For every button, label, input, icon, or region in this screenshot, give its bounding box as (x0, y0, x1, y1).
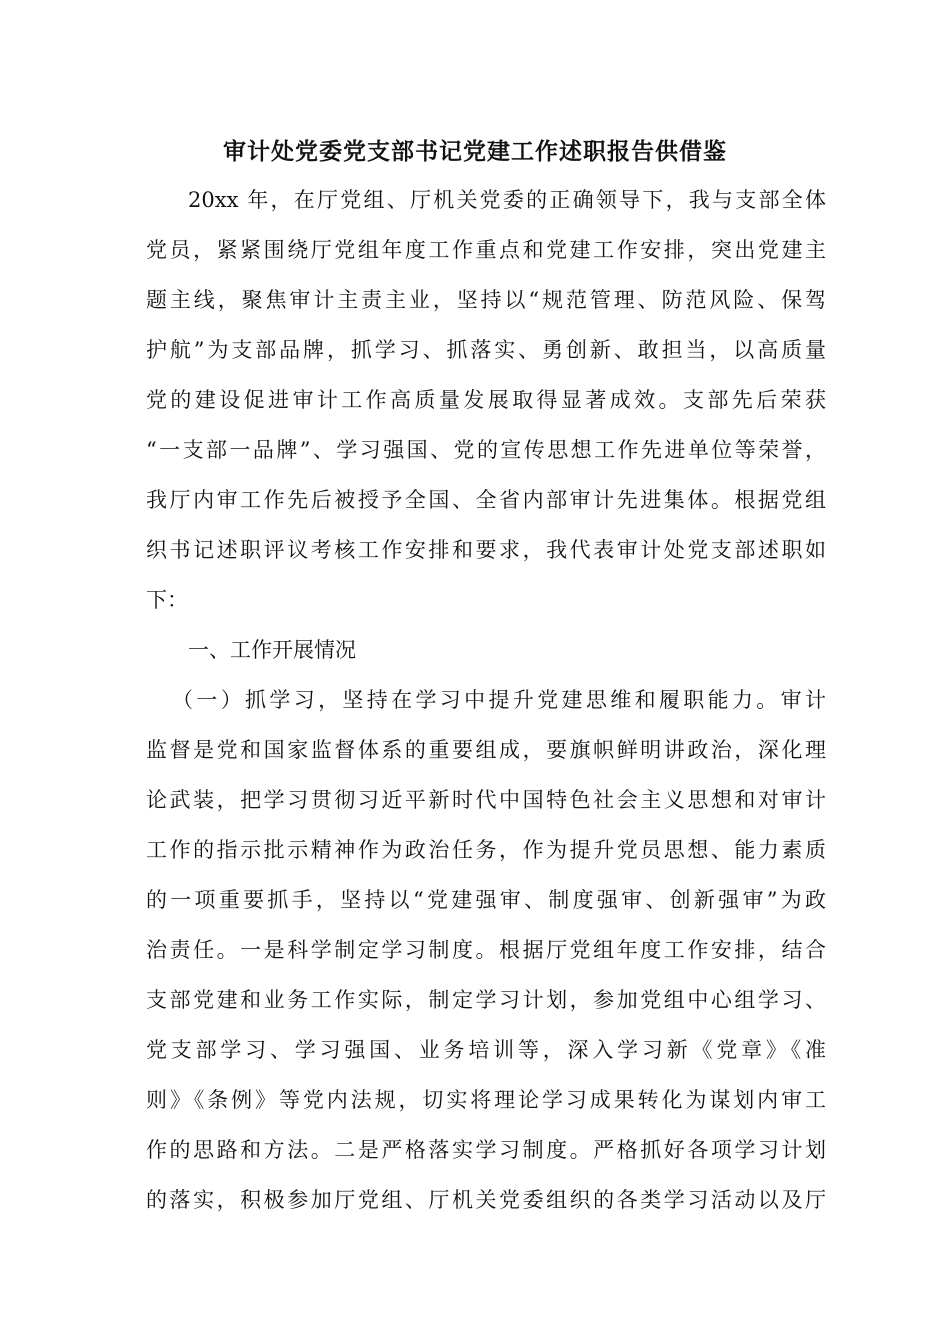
paragraph-line: 支部党建和业务工作实际，制定学习计划，参加党组中心组学习、 (146, 988, 826, 1012)
paragraph-line: 工作的指示批示精神作为政治任务，作为提升党员思想、能力素质 (146, 838, 826, 862)
paragraph-line: 题主线，聚焦审计主责主业，坚持以“规范管理、防范风险、保驾 (146, 288, 826, 312)
paragraph-line: 党员，紧紧围绕厅党组年度工作重点和党建工作安排，突出党建主 (146, 238, 826, 262)
paragraph-line: “一支部一品牌”、学习强国、党的宣传思想工作先进单位等荣誉， (146, 438, 826, 462)
paragraph-line: 护航”为支部品牌，抓学习、抓落实、勇创新、敢担当，以高质量 (146, 338, 826, 362)
paragraph-line: 我厅内审工作先后被授予全国、全省内部审计先进集体。根据党组 (146, 488, 826, 512)
paragraph-line: 的落实，积极参加厅党组、厅机关党委组织的各类学习活动以及厅 (146, 1188, 826, 1212)
paragraph-line: 党支部学习、学习强国、业务培训等，深入学习新《党章》《准 (146, 1038, 826, 1062)
paragraph-line: （一）抓学习，坚持在学习中提升党建思维和履职能力。审计 (172, 688, 826, 712)
paragraph-line: 下： (146, 588, 188, 612)
paragraph-line: 织书记述职评议考核工作安排和要求，我代表审计处党支部述职如 (146, 538, 826, 562)
paragraph-line: 作的思路和方法。二是严格落实学习制度。严格抓好各项学习计划 (146, 1138, 826, 1162)
paragraph-line: 治责任。一是科学制定学习制度。根据厅党组年度工作安排，结合 (146, 938, 826, 962)
paragraph-line: 20xx 年，在厅党组、厅机关党委的正确领导下，我与支部全体 (188, 188, 826, 212)
paragraph-line: 的一项重要抓手，坚持以“党建强审、制度强审、创新强审”为政 (146, 888, 826, 912)
paragraph-line: 党的建设促进审计工作高质量发展取得显著成效。支部先后荣获 (146, 388, 826, 412)
document-title: 审计处党委党支部书记党建工作述职报告供借鉴 (223, 138, 727, 165)
section-heading: 一、工作开展情况 (188, 638, 356, 662)
paragraph-line: 监督是党和国家监督体系的重要组成，要旗帜鲜明讲政治，深化理 (146, 738, 826, 762)
paragraph-line: 则》《条例》等党内法规，切实将理论学习成果转化为谋划内审工 (146, 1088, 826, 1112)
paragraph-line: 论武装，把学习贯彻习近平新时代中国特色社会主义思想和对审计 (146, 788, 826, 812)
